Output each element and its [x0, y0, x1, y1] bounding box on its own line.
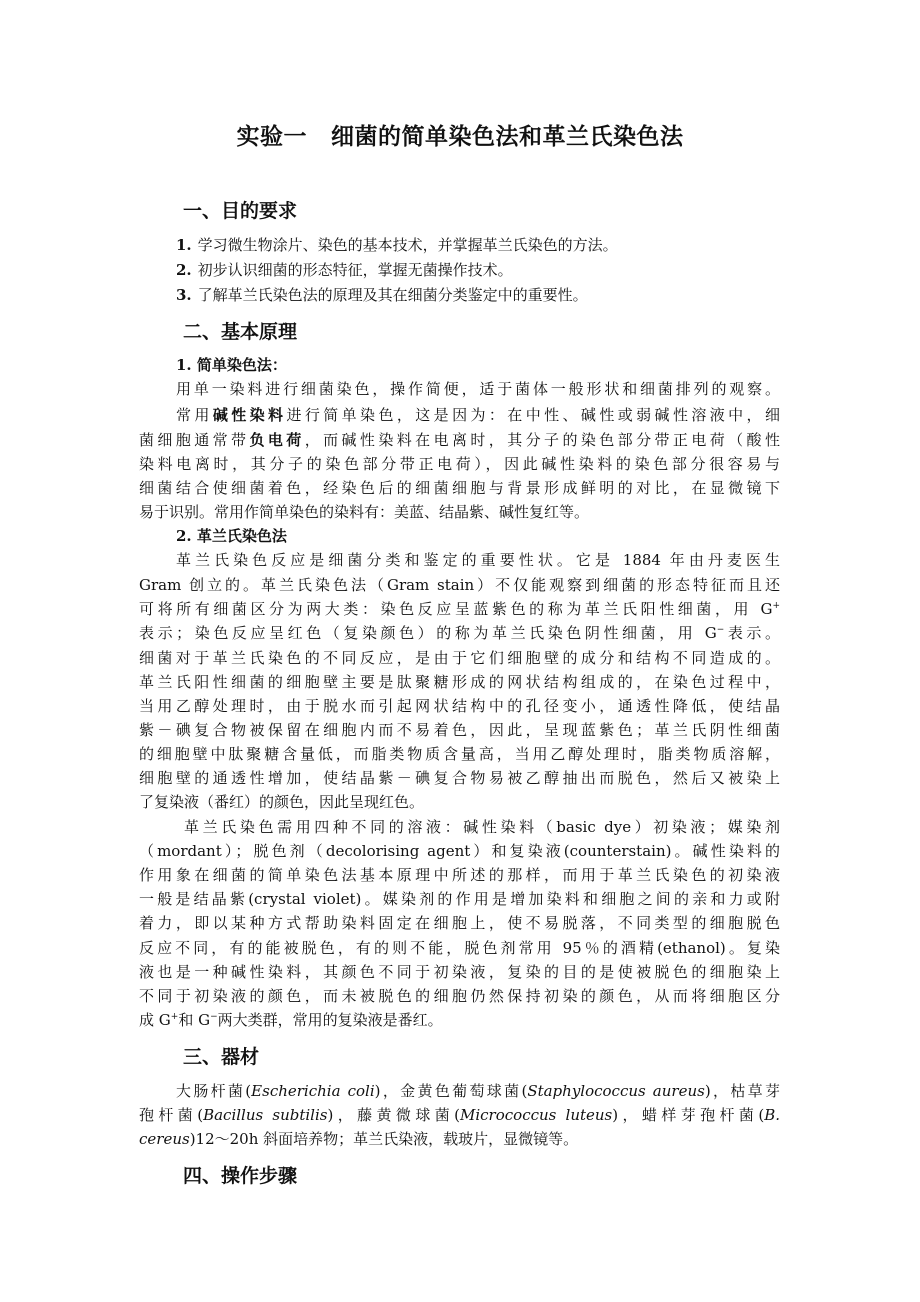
- paragraph-line: 革兰氏染色需用四种不同的溶液：碱性染料（basic dye）初染液；媒染剂: [184, 818, 780, 836]
- paragraph-line: 常用碱性染料进行简单染色，这是因为：在中性、碱性或弱碱性溶液中，细: [176, 406, 780, 424]
- paragraph-line: 一般是结晶紫(crystal violet)。媒染剂的作用是增加染料和细胞之间的亲和力或附: [139, 890, 780, 908]
- paragraph-line: 染料电离时，其分子的染色部分带正电荷），因此碱性染料的染色部分很容易与: [139, 455, 780, 473]
- superscript-minus: −: [716, 625, 725, 635]
- paragraph-line: 成 G+和 G−两大类群，常用的复染液是番红。: [139, 1011, 443, 1029]
- paragraph-line: 液也是一种碱性染料，其颜色不同于初染液，复染的目的是使被脱色的细胞染上: [139, 963, 780, 981]
- species-name: Escherichia coli: [251, 1082, 375, 1100]
- paragraph-line: 菌细胞通常带负电荷，而碱性染料在电离时，其分子的染色部分带正电荷（酸性: [139, 431, 780, 449]
- species-name: Micrococcus luteus: [460, 1106, 613, 1124]
- paragraph-line: 孢杆菌(Bacillus subtilis)，藤黄微球菌(Micrococcus luteus)，蜡样芽孢杆菌(B.: [139, 1106, 780, 1124]
- paragraph-line: 革兰氏阳性细菌的细胞壁主要是肽聚糖形成的网状结构组成的，在染色过程中，: [139, 673, 780, 691]
- title-experiment-number: 实验一: [236, 124, 307, 150]
- paragraph-line: 作用象在细菌的简单染色法基本原理中所述的那样，而用于革兰氏染色的初染液: [139, 866, 780, 884]
- section-heading-procedure: 四、操作步骤: [183, 1165, 298, 1187]
- paragraph-line: 不同于初染液的颜色，而未被脱色的细胞仍然保持初染的颜色，从而将细胞区分: [139, 987, 780, 1005]
- paragraph-line: （mordant）；脱色剂（decolorising agent）和复染液(counterstain)。碱性染料的: [139, 842, 780, 860]
- paragraph-line: 大肠杆菌(Escherichia coli)，金黄色葡萄球菌(Staphylococcus aureus)，枯草芽: [176, 1082, 780, 1100]
- paragraph-line: 着力，即以某种方式帮助染料固定在细胞上，使不易脱落，不同类型的细胞脱色: [139, 914, 780, 932]
- paragraph-line: 细菌对于革兰氏染色的不同反应，是由于它们细胞壁的成分和结构不同造成的。: [139, 649, 780, 667]
- paragraph-line: 的细胞壁中肽聚糖含量低，而脂类物质含量高，当用乙醇处理时，脂类物质溶解，: [139, 745, 780, 763]
- objective-item: 2. 初步认识细菌的形态特征，掌握无菌操作技术。: [176, 261, 513, 279]
- paragraph-line: 易于识别。常用作简单染色的染料有：美蓝、结晶紫、碱性复红等。: [139, 503, 590, 521]
- paragraph-line: Gram 创立的。革兰氏染色法（Gram stain）不仅能观察到细菌的形态特征而且还: [139, 576, 780, 594]
- page-title: [0, 118, 920, 151]
- paragraph-line: 紫－碘复合物被保留在细胞内而不易着色，因此，呈现蓝紫色；革兰氏阴性细菌: [139, 721, 780, 739]
- title-text: 细菌的简单染色法和革兰氏染色法: [331, 124, 684, 150]
- subheading-gram-stain: 2. 革兰氏染色法: [176, 527, 287, 545]
- paragraph-line: 反应不同，有的能被脱色，有的则不能，脱色剂常用 95％的酒精(ethanol)。复染: [139, 939, 780, 957]
- paragraph-line: cereus)12～20h 斜面培养物；革兰氏染液，载玻片，显微镜等。: [139, 1130, 579, 1148]
- subheading-simple-stain: 1. 简单染色法：: [176, 356, 287, 374]
- objective-item: 3. 了解革兰氏染色法的原理及其在细菌分类鉴定中的重要性。: [176, 286, 588, 304]
- section-heading-principles: 二、基本原理: [183, 321, 298, 343]
- species-name: B.: [764, 1106, 780, 1124]
- paragraph-line: 当用乙醇处理时，由于脱水而引起网状结构中的孔径变小，通透性降低，使结晶: [139, 697, 780, 715]
- section-heading-objectives: 一、目的要求: [183, 200, 298, 222]
- paragraph-line: 了复染液（番红）的颜色，因此呈现红色。: [139, 793, 425, 811]
- superscript-plus: +: [170, 1012, 179, 1022]
- paragraph-line: 细菌结合使细菌着色，经染色后的细菌细胞与背景形成鲜明的对比，在显微镜下: [139, 479, 780, 497]
- species-name: Bacillus subtilis: [203, 1106, 328, 1124]
- paragraph-line: 可将所有细菌区分为两大类：染色反应呈蓝紫色的称为革兰氏阳性细菌，用 G+: [139, 600, 780, 618]
- superscript-plus: +: [772, 601, 780, 611]
- section-heading-materials: 三、器材: [183, 1046, 260, 1068]
- emphasis-basic-dye: 碱性染料: [212, 406, 287, 424]
- emphasis-negative-charge: 负电荷: [249, 431, 305, 449]
- species-name: Staphylococcus aureus: [527, 1082, 705, 1100]
- paragraph-line: 革兰氏染色反应是细菌分类和鉴定的重要性状。它是 1884 年由丹麦医生: [176, 551, 780, 569]
- paragraph-line: 用单一染料进行细菌染色，操作简便，适于菌体一般形状和细菌排列的观察。: [176, 380, 780, 398]
- paragraph-line: 表示；染色反应呈红色（复染颜色）的称为革兰氏染色阴性细菌，用 G−表示。: [139, 624, 780, 642]
- objective-item: 1. 学习微生物涂片、染色的基本技术，并掌握革兰氏染色的方法。: [176, 236, 618, 254]
- paragraph-line: 细胞壁的通透性增加，使结晶紫－碘复合物易被乙醇抽出而脱色，然后又被染上: [139, 769, 780, 787]
- superscript-minus: −: [210, 1012, 218, 1022]
- species-name: cereus: [139, 1130, 190, 1148]
